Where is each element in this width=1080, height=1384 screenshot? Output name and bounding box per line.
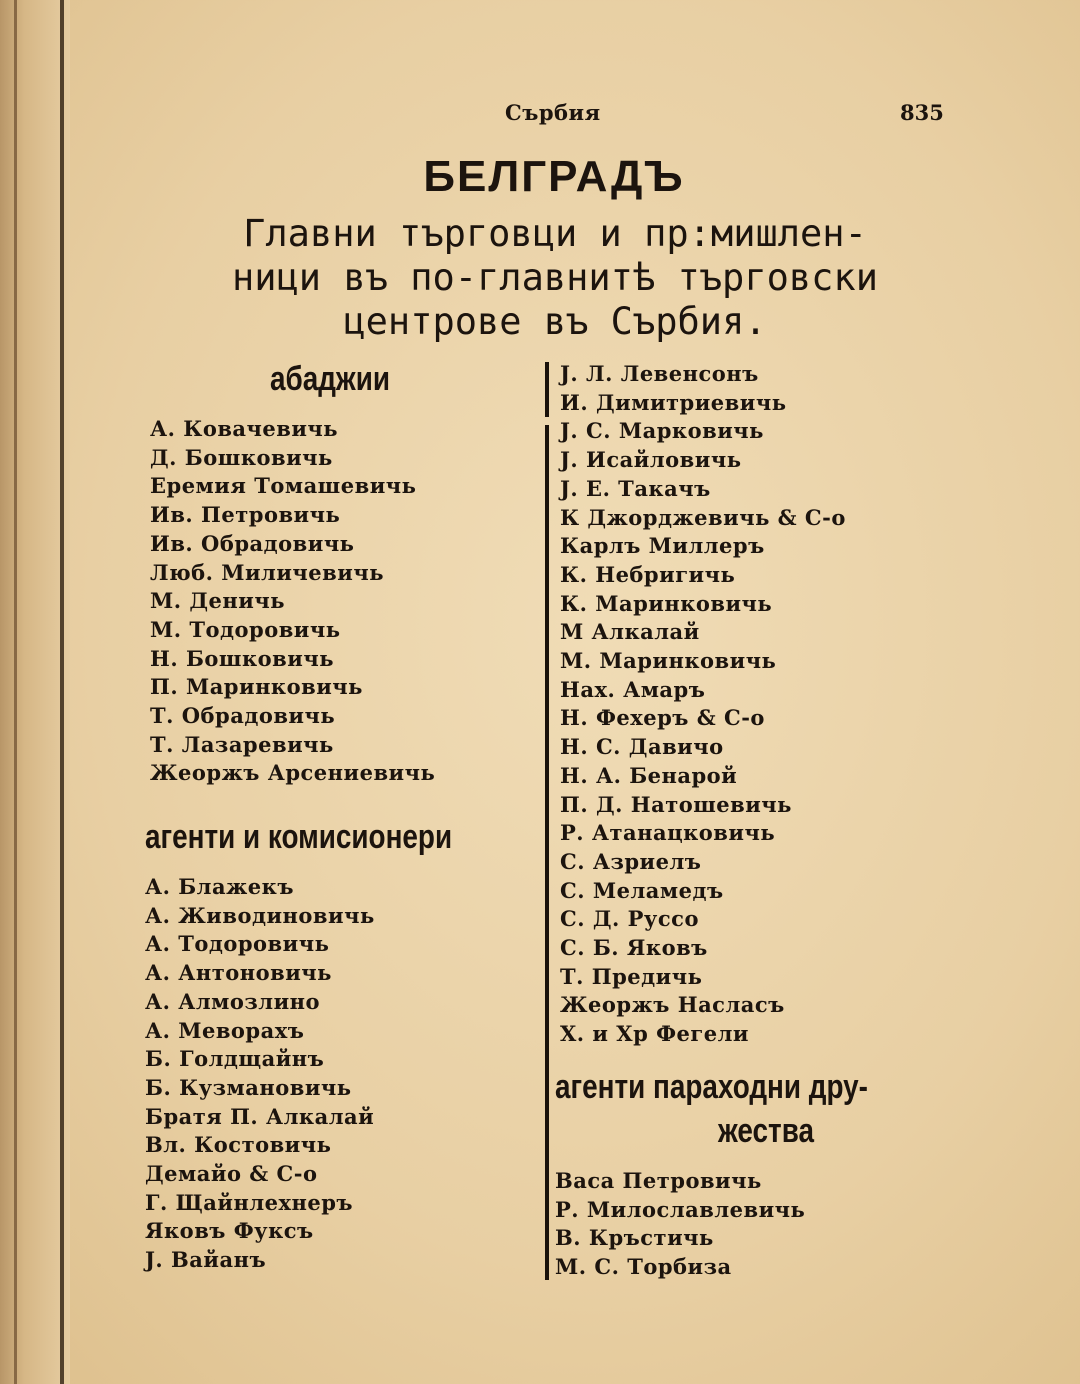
list-item: В. Кръстичь — [555, 1225, 714, 1251]
list-item: Васа Петровичь — [555, 1168, 762, 1193]
list-item: К. Маринковичь — [560, 590, 773, 616]
subtitle-line: ници въ по-главнитѣ търговски — [231, 256, 878, 299]
list-item: Ив. Обрадовичь — [150, 530, 355, 556]
list-item: К Джорджевичь & С-о — [560, 504, 846, 530]
list-item: Р. Милославлевичь — [555, 1196, 806, 1222]
list-item: А. Блажекъ — [145, 874, 294, 899]
list-item: А. Антоновичь — [145, 960, 332, 986]
list-item: Г. Щайнлехнеръ — [145, 1189, 354, 1215]
list-item: А. Меворахъ — [145, 1017, 305, 1043]
list-item: Т. Лазаревичь — [150, 731, 334, 757]
page-subtitle — [120, 212, 990, 344]
shipping-list — [555, 1167, 805, 1282]
list-item: И. Димитриевичь — [560, 389, 787, 415]
list-item: Ј. Л. Левенсонъ — [560, 361, 759, 386]
list-item: М. Маринковичь — [560, 648, 777, 674]
list-item: Р. Атанацковичь — [560, 820, 776, 846]
list-item: С. Б. Яковъ — [560, 935, 708, 961]
list-item: Н. А. Бенарой — [560, 762, 738, 788]
list-item: Б. Кузмановичь — [145, 1074, 352, 1100]
list-item: Еремия Томашевичь — [150, 473, 417, 499]
list-item: С. Меламедъ — [560, 877, 724, 903]
list-item: Н. С. Давичо — [560, 734, 724, 760]
list-item: Ив. Петровичь — [150, 502, 341, 528]
binding-edge — [60, 0, 64, 1384]
list-item: М. С. Торбиза — [555, 1254, 732, 1280]
agents-list-right — [560, 360, 846, 1049]
list-item: Яковъ Фуксъ — [145, 1218, 314, 1244]
list-item: А. Живодиновичь — [145, 902, 375, 928]
list-item: Д. Бошковичь — [150, 444, 333, 470]
list-item: Жеоржъ Арсениевичь — [150, 760, 436, 786]
section-heading-shipping: агенти параходни дру- — [555, 1068, 868, 1106]
list-item: Карлъ Миллеръ — [560, 533, 765, 559]
agents-list-left — [145, 873, 375, 1275]
list-item: Ј. Е. Такачъ — [560, 475, 711, 501]
abadzhii-list — [150, 415, 435, 788]
list-item: Люб. Миличевичь — [150, 559, 384, 585]
list-item: М. Тодоровичь — [150, 616, 341, 642]
subtitle-line: Главни търговци и пр:мишлен- — [243, 212, 867, 255]
section-heading-shipping-cont: жества — [718, 1112, 814, 1150]
list-item: К. Небригичь — [560, 561, 736, 587]
page-title: БЕЛГРАДЪ — [423, 152, 685, 201]
subtitle-line: центрове въ Сърбия. — [343, 300, 767, 343]
list-item: Х. и Хр Фегели — [560, 1021, 749, 1047]
section-heading-agents: агенти и комисионери — [145, 818, 453, 856]
list-item: С. Д. Руссо — [560, 906, 699, 932]
list-item: Жеоржъ Насласъ — [560, 992, 785, 1018]
list-item: Ј. С. Марковичь — [560, 418, 764, 444]
running-title: Сърбия — [505, 100, 601, 125]
list-item: С. Азриелъ — [560, 848, 702, 874]
list-item: Ј. Вайанъ — [145, 1247, 267, 1273]
column-rule — [545, 362, 549, 417]
list-item: Б. Голдщайнъ — [145, 1046, 325, 1072]
list-item: М Алкалай — [560, 619, 700, 645]
list-item: Нах. Амаръ — [560, 676, 706, 702]
page-number: 835 — [900, 100, 944, 125]
list-item: Братя П. Алкалай — [145, 1103, 375, 1129]
column-rule — [545, 425, 549, 1280]
list-item: П. Д. Натошевичь — [560, 791, 792, 817]
list-item: Н. Фехеръ & С-о — [560, 705, 765, 731]
page-edge-shadow — [14, 0, 17, 1384]
list-item: Ј. Исайловичь — [560, 447, 742, 473]
list-item: Т. Обрадовичь — [150, 703, 336, 729]
list-item: Вл. Костовичь — [145, 1132, 332, 1158]
list-item: Демайо & С-о — [145, 1161, 318, 1187]
list-item: Т. Предичь — [560, 963, 703, 989]
list-item: М. Деничь — [150, 588, 285, 614]
list-item: А. Ковачевичь — [150, 416, 339, 441]
list-item: А. Алмозлино — [145, 988, 321, 1014]
section-heading-abadzhii: абаджии — [270, 360, 390, 398]
list-item: А. Тодоровичь — [145, 931, 330, 957]
list-item: П. Маринковичь — [150, 674, 363, 700]
list-item: Н. Бошковичь — [150, 645, 334, 671]
